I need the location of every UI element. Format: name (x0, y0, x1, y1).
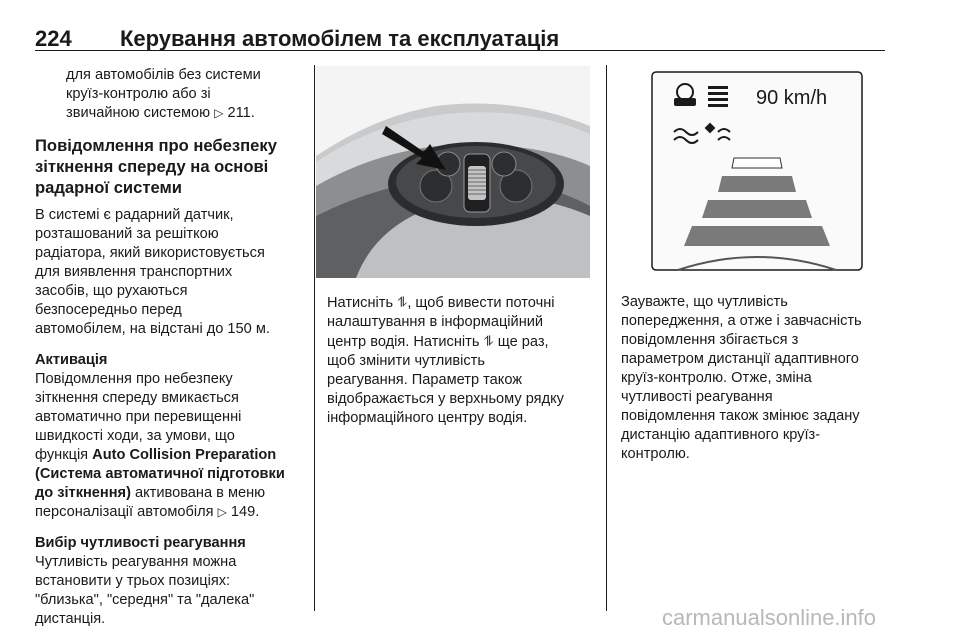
watermark: carmanualsonline.info (662, 605, 877, 630)
header-rule (35, 50, 885, 51)
radar-paragraph: В системі є радарний датчик, розташований за решіткою радіатора, який використовується для виявлення транспортних засобів, що рухаються безпосередньо перед автомобілем, на відстані до 150 м. (35, 207, 270, 337)
column-3: Зауважте, що чутливість попередження, а отже і завчасність повідомлення збігається з параметром дистанції адаптивного круїз-контролю. Отже, зміна чутливості реагування повідомлення також змінює задану дистанцію адаптивного круїз- контролю. (621, 294, 862, 462)
column-divider-1 (314, 65, 315, 611)
column-2: Натисніть ⥮, щоб вивести поточні налаштування в інформаційний центр водія. Натисніть ⥮ ще раз, щоб змінити чутливість реагування. Параметр також відображається у верхньому рядку інформаційного центру водія. (327, 294, 564, 426)
page-number: 224 (35, 26, 72, 51)
sensitivity-button-icon: ⥮ (483, 333, 494, 349)
column-1 (35, 66, 305, 629)
steering-wheel-figure (316, 66, 590, 278)
intro-line: звичайною системою ▷ 211. (66, 105, 255, 121)
driver-info-display-figure (622, 66, 892, 279)
display-illustration (622, 66, 892, 279)
speed-readout: 90 km/h (756, 87, 828, 109)
intro-line: круїз-контролю або зі (66, 86, 211, 102)
intro-line: для автомобілів без системи (66, 67, 261, 83)
page-ref[interactable]: 211. (227, 105, 255, 121)
column-divider-2 (606, 65, 607, 611)
page-ref-icon: ▷ (217, 505, 227, 519)
page-ref[interactable]: 149. (230, 504, 260, 520)
page-ref-icon: ▷ (214, 106, 224, 120)
chapter-title: Керування автомобілем та експлуатація (120, 26, 560, 51)
page-header (35, 12, 885, 52)
sensitivity-paragraph: Чутливість реагування можна встановити у трьох позиціях: "близька", "середня" та "далека" дистанція. (35, 554, 255, 627)
activation-paragraph: Повідомлення про небезпеку зіткнення спереду вмикається автоматично при перевищенні швидкості ходи, за умови, що функція Auto Collision Preparation (Система автоматичної підготовки до зіткнення) активована в меню персоналізації автомобіля ▷ 149. (35, 371, 285, 520)
sensitivity-button-icon: ⥮ (397, 294, 408, 310)
section-heading: Повідомлення про небезпеку зіткнення спереду на основі радарної системи (35, 136, 277, 197)
subheading-sensitivity: Вибір чутливості реагування (35, 535, 246, 551)
steering-wheel-illustration (316, 66, 590, 278)
subheading-activation: Активація (35, 352, 108, 368)
